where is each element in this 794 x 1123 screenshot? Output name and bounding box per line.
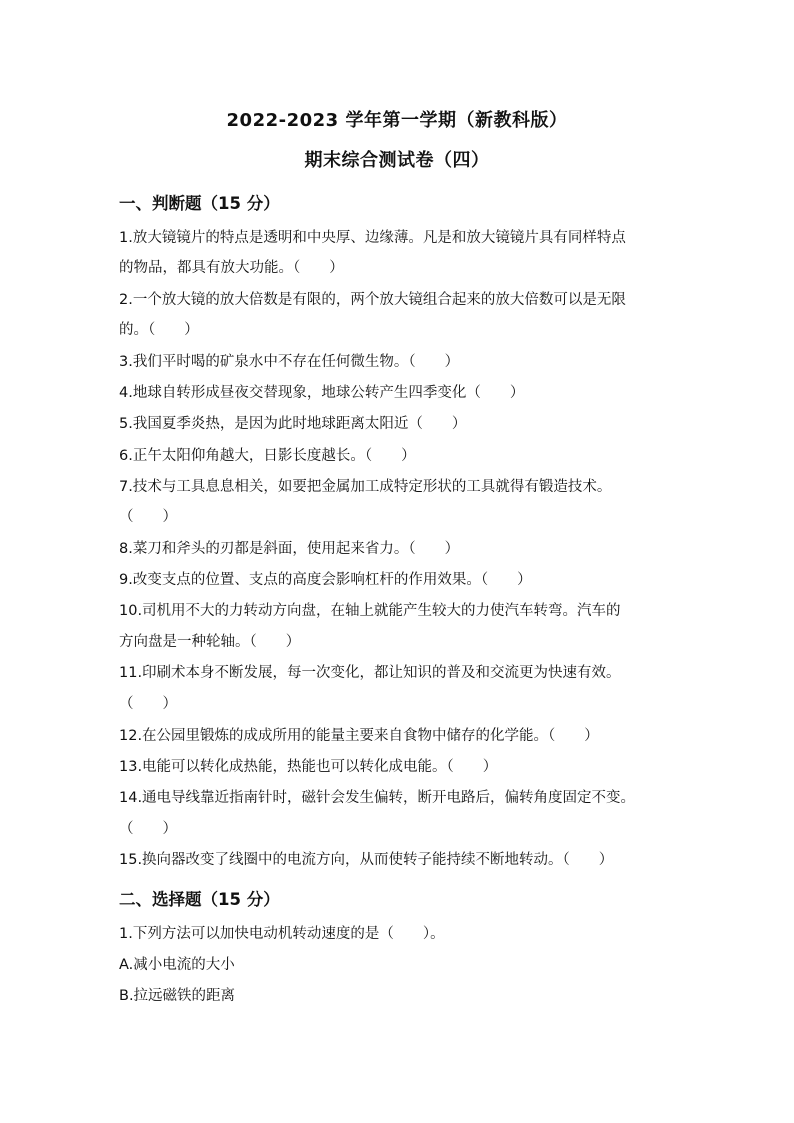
section1-heading: 一、判断题（15 分）	[119, 194, 280, 213]
question-line: 9.改变支点的位置、支点的高度会影响杠杆的作用效果。（ ）	[119, 572, 532, 588]
question-line: 15.换向器改变了线圈中的电流方向，从而使转子能持续不断地转动。（ ）	[119, 852, 614, 868]
question-line: 13.电能可以转化成热能，热能也可以转化成电能。（ ）	[119, 759, 498, 775]
option-line: A.减小电流的大小	[119, 957, 235, 973]
doc-title-line2: 期末综合测试卷（四）	[304, 150, 490, 171]
question-line: 6.正午太阳仰角越大，日影长度越长。（ ）	[119, 448, 416, 464]
question-line: 的。（ ）	[119, 322, 199, 338]
question-line: 1.放大镜镜片的特点是透明和中央厚、边缘薄。凡是和放大镜镜片具有同样特点	[119, 230, 626, 246]
question-line: 14.通电导线靠近指南针时，磁针会发生偏转，断开电路后，偏转角度固定不变。	[119, 790, 636, 806]
question-line: 2.一个放大镜的放大倍数是有限的，两个放大镜组合起来的放大倍数可以是无限	[119, 292, 626, 308]
question-line: 3.我们平时喝的矿泉水中不存在任何微生物。（ ）	[119, 354, 460, 370]
question-line: 11.印刷术本身不断发展，每一次变化，都让知识的普及和交流更为快速有效。	[119, 665, 621, 681]
question-line: 10.司机用不大的力转动方向盘，在轴上就能产生较大的力使汽车转弯。汽车的	[119, 603, 621, 619]
question-line: 1.下列方法可以加快电动机转动速度的是（ ）。	[119, 926, 445, 942]
doc-title-line1: 2022-2023 学年第一学期（新教科版）	[226, 110, 568, 131]
question-line: （ ）	[119, 821, 177, 837]
question-line: 12.在公园里锻炼的成成所用的能量主要来自食物中储存的化学能。（ ）	[119, 728, 599, 744]
question-line: （ ）	[119, 509, 177, 525]
question-line: 5.我国夏季炎热，是因为此时地球距离太阳近（ ）	[119, 416, 467, 432]
question-line: 4.地球自转形成昼夜交替现象，地球公转产生四季变化（ ）	[119, 385, 525, 401]
question-line: 8.菜刀和斧头的刃都是斜面，使用起来省力。（ ）	[119, 541, 460, 557]
question-line: 7.技术与工具息息相关，如要把金属加工成特定形状的工具就得有锻造技术。	[119, 479, 612, 495]
question-line: 的物品，都具有放大功能。（ ）	[119, 260, 344, 276]
question-line: （ ）	[119, 696, 177, 712]
section2-heading: 二、选择题（15 分）	[119, 890, 280, 909]
question-line: 方向盘是一种轮轴。（ ）	[119, 634, 301, 650]
option-line: B.拉远磁铁的距离	[119, 988, 236, 1004]
